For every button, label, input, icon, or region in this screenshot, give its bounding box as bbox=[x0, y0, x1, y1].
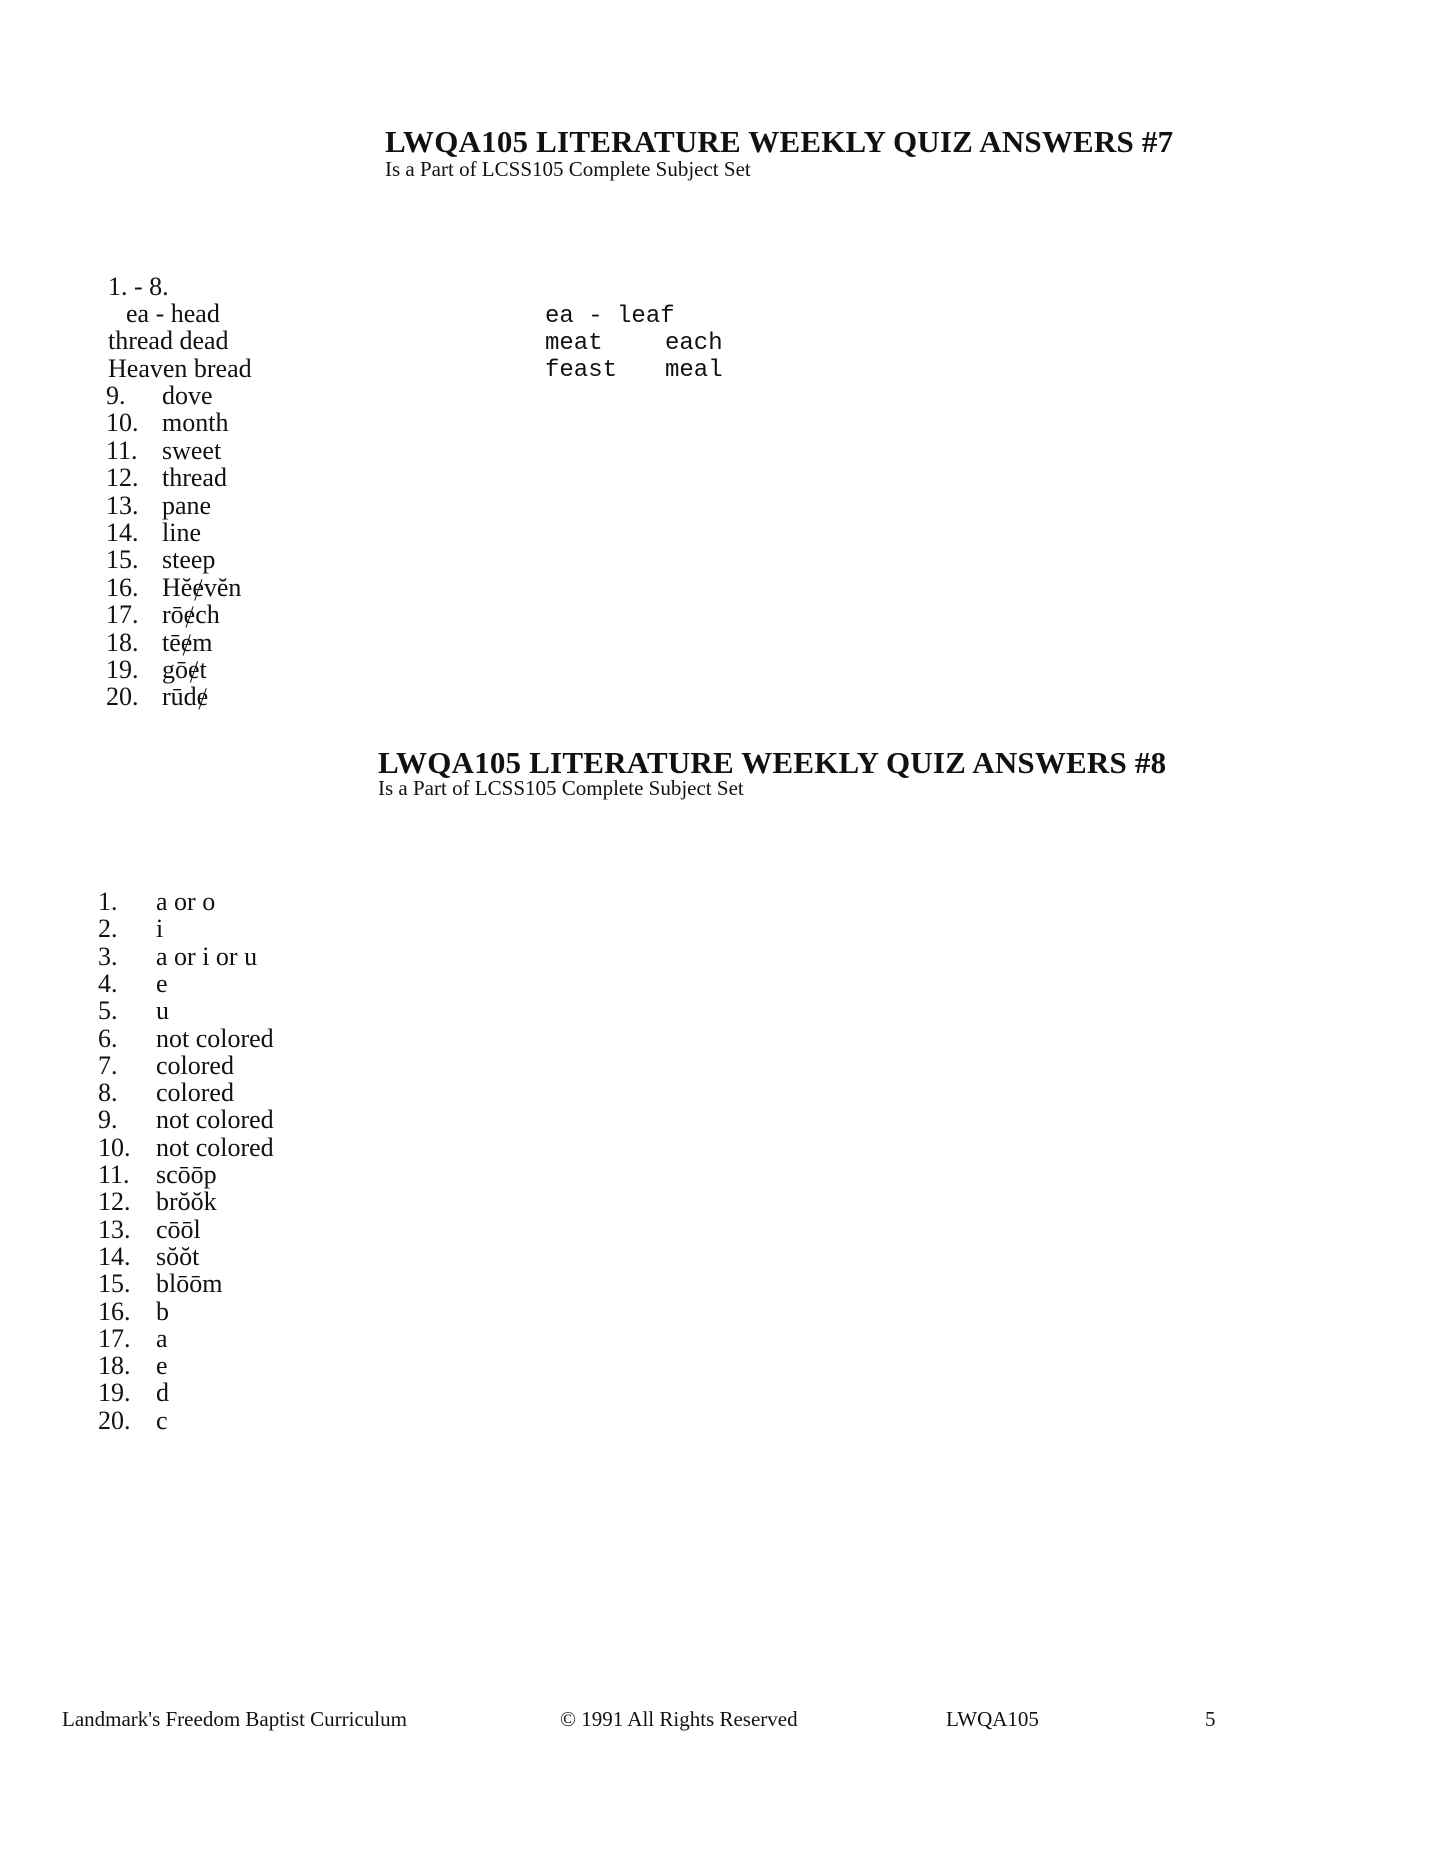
footer-page-number: 5 bbox=[1205, 1707, 1216, 1731]
list-item bbox=[98, 997, 418, 1024]
item-number: 6. bbox=[98, 1023, 118, 1053]
item-number: 9. bbox=[98, 1105, 118, 1135]
item-number: 8. bbox=[98, 1078, 118, 1108]
item-number: 20. bbox=[98, 1405, 131, 1435]
list-item bbox=[98, 1025, 418, 1052]
item-answer: a or i or u bbox=[156, 941, 258, 971]
quiz8-title: LWQA105 LITERATURE WEEKLY QUIZ ANSWERS #8 bbox=[378, 745, 1167, 780]
item-answer: dove bbox=[162, 381, 213, 410]
list-item bbox=[98, 1106, 418, 1133]
list-item bbox=[98, 1298, 418, 1325]
item-number: 12. bbox=[98, 1187, 131, 1217]
item-answer: d bbox=[156, 1378, 169, 1408]
item-number: 10. bbox=[106, 408, 139, 438]
footer-copyright: © 1991 All Rights Reserved bbox=[560, 1707, 798, 1731]
quiz7-intro-words-2: Heaven bread bbox=[108, 354, 252, 383]
item-number: 9. bbox=[106, 381, 126, 410]
list-item bbox=[98, 1379, 418, 1406]
item-number: 18. bbox=[106, 627, 139, 657]
list-item bbox=[98, 943, 418, 970]
item-number: 15. bbox=[106, 545, 139, 575]
quiz7-intro-ea-head: ea - head bbox=[126, 299, 220, 328]
quiz7-side-word: meal bbox=[665, 357, 723, 384]
item-answer: month bbox=[162, 408, 229, 438]
item-answer: colored bbox=[156, 1050, 234, 1080]
item-number: 16. bbox=[98, 1296, 131, 1326]
item-number: 19. bbox=[106, 655, 139, 684]
item-number: 17. bbox=[98, 1323, 131, 1353]
item-number: 15. bbox=[98, 1269, 131, 1299]
item-number: 17. bbox=[106, 600, 139, 630]
item-number: 11. bbox=[98, 1160, 130, 1189]
item-answer: a bbox=[156, 1323, 168, 1353]
list-item bbox=[98, 1407, 418, 1434]
item-answer: b bbox=[156, 1296, 169, 1326]
item-number: 3. bbox=[98, 941, 118, 971]
item-number: 11. bbox=[106, 435, 138, 465]
item-number: 14. bbox=[98, 1241, 131, 1271]
quiz7-title: LWQA105 LITERATURE WEEKLY QUIZ ANSWERS #7 bbox=[385, 124, 1174, 159]
item-number: 16. bbox=[106, 572, 139, 602]
quiz7-side-word: meat bbox=[545, 330, 603, 357]
quiz7-answer-list bbox=[106, 382, 406, 712]
list-item bbox=[98, 1325, 418, 1352]
item-number: 4. bbox=[98, 968, 118, 998]
item-number: 19. bbox=[98, 1378, 131, 1408]
list-item bbox=[98, 1270, 418, 1297]
item-answer: scōōp bbox=[156, 1160, 217, 1189]
item-answer: line bbox=[162, 518, 201, 547]
item-number: 10. bbox=[98, 1132, 131, 1162]
list-item bbox=[106, 546, 406, 573]
item-answer: brŏŏk bbox=[156, 1187, 217, 1217]
list-item bbox=[98, 970, 418, 997]
list-item bbox=[106, 464, 406, 491]
item-answer: thread bbox=[162, 463, 227, 493]
list-item bbox=[106, 629, 406, 656]
item-number: 1. bbox=[98, 887, 118, 916]
item-answer: pane bbox=[162, 490, 212, 520]
item-answer: u bbox=[156, 996, 169, 1026]
item-answer: sŏŏt bbox=[156, 1241, 200, 1271]
list-item bbox=[98, 1134, 418, 1161]
footer-code: LWQA105 bbox=[946, 1707, 1039, 1731]
item-number: 12. bbox=[106, 463, 139, 493]
list-item bbox=[98, 1216, 418, 1243]
list-item bbox=[106, 683, 406, 710]
quiz8-subtitle: Is a Part of LCSS105 Complete Subject Set bbox=[378, 776, 744, 800]
item-answer: colored bbox=[156, 1078, 234, 1108]
list-item bbox=[98, 1352, 418, 1379]
item-answer: e bbox=[156, 1351, 168, 1381]
item-number: 5. bbox=[98, 996, 118, 1026]
item-answer: e bbox=[156, 968, 168, 998]
item-number: 18. bbox=[98, 1351, 131, 1381]
list-item bbox=[106, 382, 406, 409]
quiz7-side-header: ea - leaf bbox=[545, 303, 675, 330]
quiz7-intro-words-1: thread dead bbox=[108, 326, 229, 355]
list-item bbox=[98, 915, 418, 942]
item-answer: c bbox=[156, 1405, 168, 1435]
list-item bbox=[106, 519, 406, 546]
list-item bbox=[98, 1079, 418, 1106]
item-answer: steep bbox=[162, 545, 216, 575]
item-answer: not colored bbox=[156, 1023, 274, 1053]
item-number: 20. bbox=[106, 682, 139, 712]
list-item bbox=[106, 492, 406, 519]
item-answer: rōɇch bbox=[162, 600, 220, 630]
quiz7-side-word: feast bbox=[545, 357, 618, 384]
item-answer: i bbox=[156, 914, 164, 944]
item-answer: sweet bbox=[162, 435, 222, 465]
item-number: 2. bbox=[98, 914, 118, 944]
list-item bbox=[106, 409, 406, 436]
item-answer: tēɇm bbox=[162, 627, 213, 657]
list-item bbox=[98, 1161, 418, 1188]
list-item bbox=[98, 1243, 418, 1270]
item-answer: gōɇt bbox=[162, 655, 207, 684]
quiz7-subtitle: Is a Part of LCSS105 Complete Subject Set bbox=[385, 157, 751, 181]
item-answer: cōōl bbox=[156, 1214, 201, 1244]
item-answer: not colored bbox=[156, 1132, 274, 1162]
item-number: 14. bbox=[106, 518, 139, 547]
item-number: 13. bbox=[106, 490, 139, 520]
item-answer: Hĕɇvĕn bbox=[162, 572, 242, 602]
list-item bbox=[106, 574, 406, 601]
item-answer: a or o bbox=[156, 887, 216, 916]
item-answer: blōōm bbox=[156, 1269, 223, 1299]
list-item bbox=[106, 437, 406, 464]
item-answer: not colored bbox=[156, 1105, 274, 1135]
list-item bbox=[106, 656, 406, 683]
quiz7-side-word: each bbox=[665, 330, 723, 357]
quiz7-intro-range: 1. - 8. bbox=[108, 272, 169, 301]
list-item bbox=[98, 888, 418, 915]
list-item bbox=[106, 601, 406, 628]
item-answer: rūdɇ bbox=[162, 682, 209, 712]
quiz8-answer-list bbox=[98, 888, 418, 1448]
list-item bbox=[98, 1188, 418, 1215]
item-number: 13. bbox=[98, 1214, 131, 1244]
list-item bbox=[98, 1052, 418, 1079]
footer-publisher: Landmark's Freedom Baptist Curriculum bbox=[62, 1707, 407, 1731]
item-number: 7. bbox=[98, 1050, 118, 1080]
